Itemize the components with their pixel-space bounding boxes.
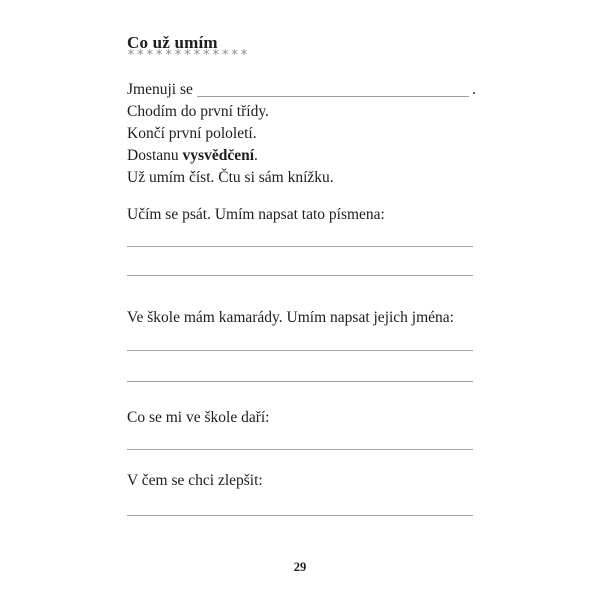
bold-word: vysvědčení (182, 147, 255, 164)
intro-sentence: Končí první pololetí. (127, 125, 257, 142)
intro-sentence: Chodím do první třídy. (127, 103, 269, 120)
write-in-line (127, 350, 473, 351)
page-title: Co už umím (127, 33, 218, 52)
name-write-in-line (197, 79, 469, 97)
title-decoration: ************* (127, 48, 250, 63)
write-in-line (127, 449, 473, 450)
intro-sentence (127, 145, 476, 167)
write-in-line (127, 246, 473, 247)
section-label-letters: Učím se psát. Umím napsat tato písmena: (127, 206, 385, 223)
write-in-line (127, 515, 473, 516)
name-suffix: . (472, 81, 476, 98)
sentence-text: Dostanu (127, 147, 179, 164)
write-in-line (127, 275, 473, 276)
intro-paragraph (127, 79, 476, 189)
name-prompt: Jmenuji se (127, 81, 193, 98)
intro-sentence: Už umím číst. Čtu si sám knížku. (127, 169, 334, 186)
section-label-friends: Ve škole mám kamarády. Umím napsat jejich jména: (127, 309, 454, 326)
section-label-doing-well: Co se mi ve škole daří: (127, 409, 270, 426)
section-label-improve: V čem se chci zlepšit: (127, 472, 263, 489)
page-number: 29 (293, 560, 307, 574)
name-fill-line (127, 79, 476, 101)
sentence-text: . (254, 147, 258, 164)
write-in-line (127, 381, 473, 382)
